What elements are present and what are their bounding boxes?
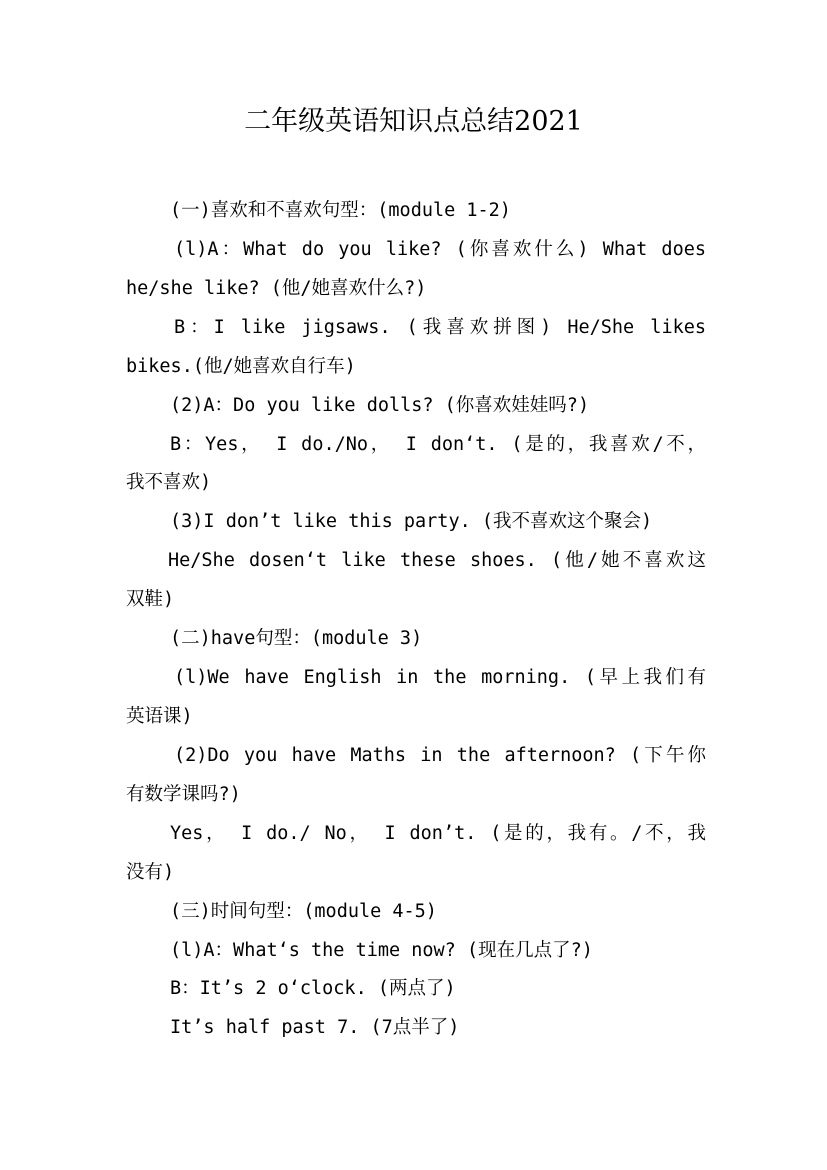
paragraph-line: (2)A：Do you like dolls? (你喜欢娃娃吗?) bbox=[170, 394, 590, 416]
paragraph-line: 英语课) bbox=[126, 705, 193, 727]
document-body bbox=[126, 192, 706, 1048]
paragraph-line: It’s half past 7. (7点半了) bbox=[170, 1017, 460, 1039]
page-title: 二年级英语知识点总结2021 bbox=[244, 106, 583, 137]
paragraph-line: He/She dosen‘t like these shoes. (他/她不喜欢这 bbox=[168, 550, 706, 572]
paragraph-line: Yes， I do./ No， I don’t. (是的，我有。/不，我 bbox=[170, 822, 706, 844]
paragraph-line: B：Yes， I do./No， I don‘t. (是的，我喜欢/不， bbox=[170, 433, 706, 455]
paragraph-line: B：It’s 2 o‘clock. (两点了) bbox=[170, 978, 456, 1000]
section-heading: (二)have句型：(module 3) bbox=[170, 628, 423, 650]
paragraph-line: 双鞋) bbox=[126, 589, 175, 611]
paragraph-line: 有数学课吗?) bbox=[126, 783, 241, 805]
paragraph-line: (l)We have English in the morning. (早上我们有 bbox=[174, 667, 706, 689]
paragraph-line: (l)A：What‘s the time now? (现在几点了?) bbox=[170, 939, 593, 961]
paragraph-line: (l)A：What do you like? (你喜欢什么) What does bbox=[174, 238, 706, 260]
section-heading: (一)喜欢和不喜欢句型：(module 1-2) bbox=[170, 200, 511, 221]
paragraph-line: B：I like jigsaws. (我喜欢拼图) He/She likes bbox=[174, 316, 706, 338]
paragraph-line: he/she like? (他/她喜欢什么?) bbox=[126, 277, 427, 299]
paragraph-line: (3)I don’t like this party. (我不喜欢这个聚会) bbox=[170, 511, 653, 533]
paragraph-line: bikes.(他/她喜欢自行车) bbox=[126, 355, 356, 377]
paragraph-line: (2)Do you have Maths in the afternoon? (下午你 bbox=[174, 744, 706, 766]
paragraph-line: 我不喜欢) bbox=[126, 472, 212, 494]
paragraph-line: 没有) bbox=[126, 861, 175, 883]
section-heading: (三)时间句型：(module 4-5) bbox=[170, 900, 437, 922]
